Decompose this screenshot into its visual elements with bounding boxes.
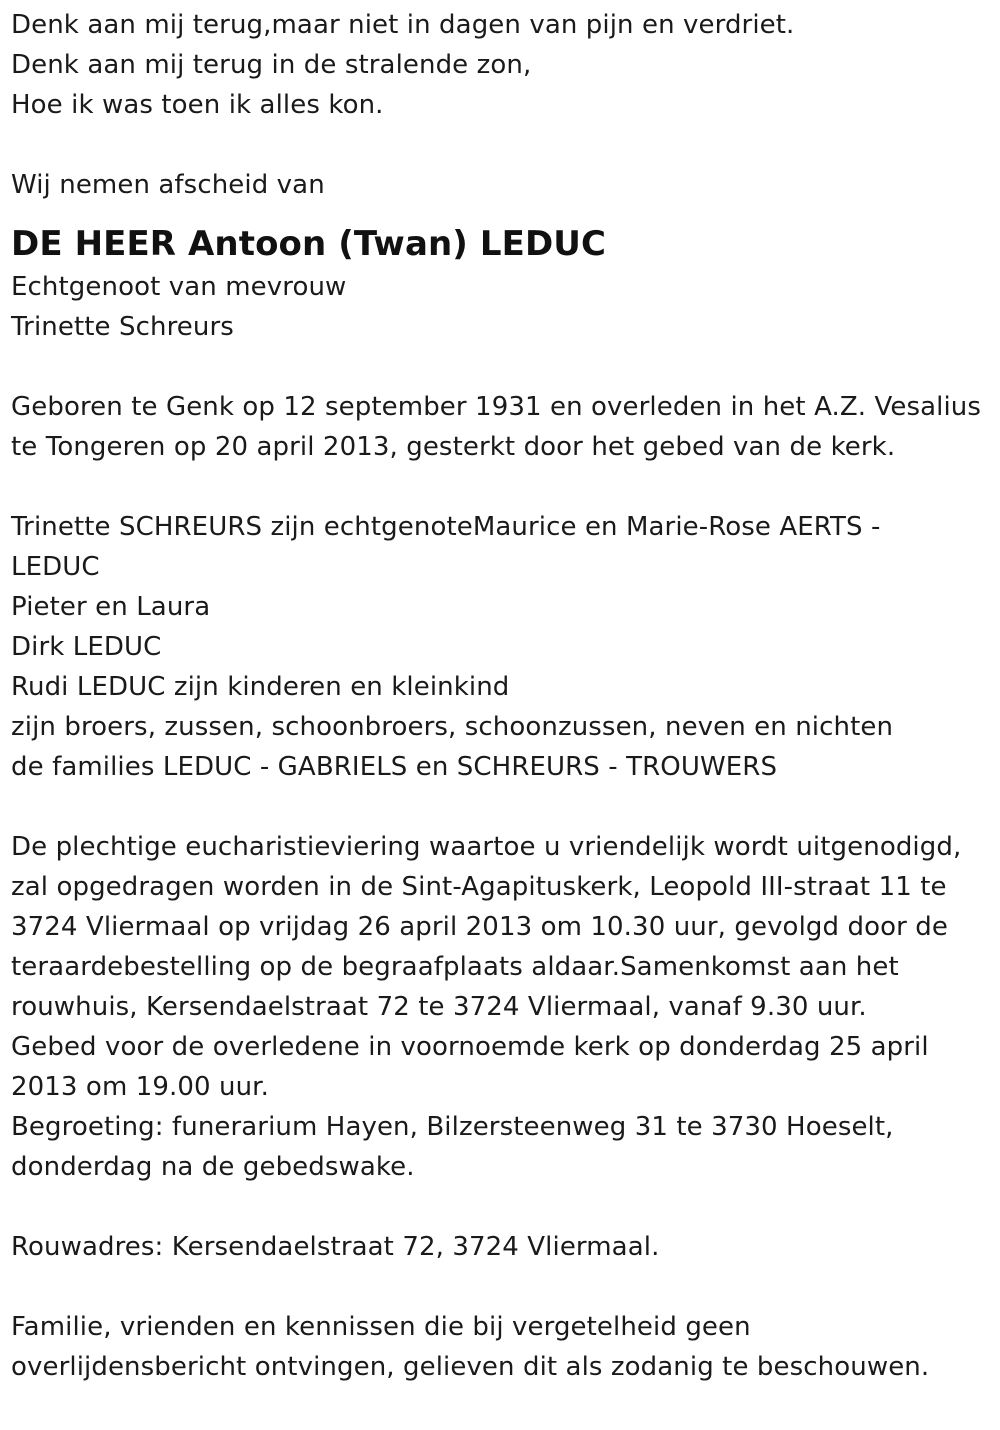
spacer — [11, 125, 991, 165]
spouse-line: Trinette Schreurs — [11, 312, 234, 342]
family-line: zijn broers, zussen, schoonbroers, schoonzussen, neven en nichten — [11, 712, 894, 742]
spouse-block — [11, 267, 991, 347]
spouse-line: Echtgenoot van mevrouw — [11, 272, 347, 302]
ceremony-line: De plechtige eucharistieviering waartoe u vriendelijk wordt uitgenodigd, — [11, 832, 962, 862]
poem-line: Hoe ik was toen ik alles kon. — [11, 90, 384, 120]
family-line: Dirk LEDUC — [11, 632, 162, 662]
ceremony-line: 3724 Vliermaal op vrijdag 26 april 2013 om 10.30 uur, gevolgd door de — [11, 912, 948, 942]
spacer — [11, 1267, 991, 1307]
ceremony-line: teraardebestelling op de begraafplaats aldaar.Samenkomst aan het — [11, 952, 899, 982]
deceased-name: DE HEER Antoon (Twan) LEDUC — [11, 224, 607, 264]
family-line: Rudi LEDUC zijn kinderen en kleinkind — [11, 672, 510, 702]
closing-line: Familie, vrienden en kennissen die bij vergetelheid geen — [11, 1312, 751, 1342]
spacer — [11, 347, 991, 387]
ceremony-line: zal opgedragen worden in de Sint-Agapituskerk, Leopold III-straat 11 te — [11, 872, 947, 902]
ceremony-line: Gebed voor de overledene in voornoemde kerk op donderdag 25 april — [11, 1032, 929, 1062]
birth-death-line: Geboren te Genk op 12 september 1931 en overleden in het A.Z. Vesalius — [11, 392, 982, 422]
spacer — [11, 467, 991, 507]
family-block — [11, 507, 991, 787]
poem-line: Denk aan mij terug in de stralende zon, — [11, 50, 532, 80]
spacer — [11, 787, 991, 827]
ceremony-line: rouwhuis, Kersendaelstraat 72 te 3724 Vliermaal, vanaf 9.30 uur. — [11, 992, 867, 1022]
ceremony-line: 2013 om 19.00 uur. — [11, 1072, 269, 1102]
birth-death-block — [11, 387, 991, 467]
closing-line: overlijdensbericht ontvingen, gelieven dit als zodanig te beschouwen. — [11, 1352, 930, 1382]
family-line: Pieter en Laura — [11, 592, 211, 622]
family-line: de families LEDUC - GABRIELS en SCHREURS - TROUWERS — [11, 752, 778, 782]
ceremony-line: Begroeting: funerarium Hayen, Bilzersteenweg 31 te 3730 Hoeselt, — [11, 1112, 894, 1142]
poem — [11, 5, 991, 125]
birth-death-line: te Tongeren op 20 april 2013, gesterkt door het gebed van de kerk. — [11, 432, 896, 462]
ceremony-line: donderdag na de gebedswake. — [11, 1152, 415, 1182]
mourning-address: Rouwadres: Kersendaelstraat 72, 3724 Vliermaal. — [11, 1232, 660, 1262]
family-line: LEDUC — [11, 552, 100, 582]
closing-block — [11, 1307, 991, 1387]
poem-line: Denk aan mij terug,maar niet in dagen van pijn en verdriet. — [11, 10, 795, 40]
obituary-document — [11, 5, 991, 1387]
spacer — [11, 1187, 991, 1227]
family-line: Trinette SCHREURS zijn echtgenoteMaurice en Marie-Rose AERTS - — [11, 512, 881, 542]
intro-text: Wij nemen afscheid van — [11, 170, 325, 200]
ceremony-block — [11, 827, 991, 1187]
